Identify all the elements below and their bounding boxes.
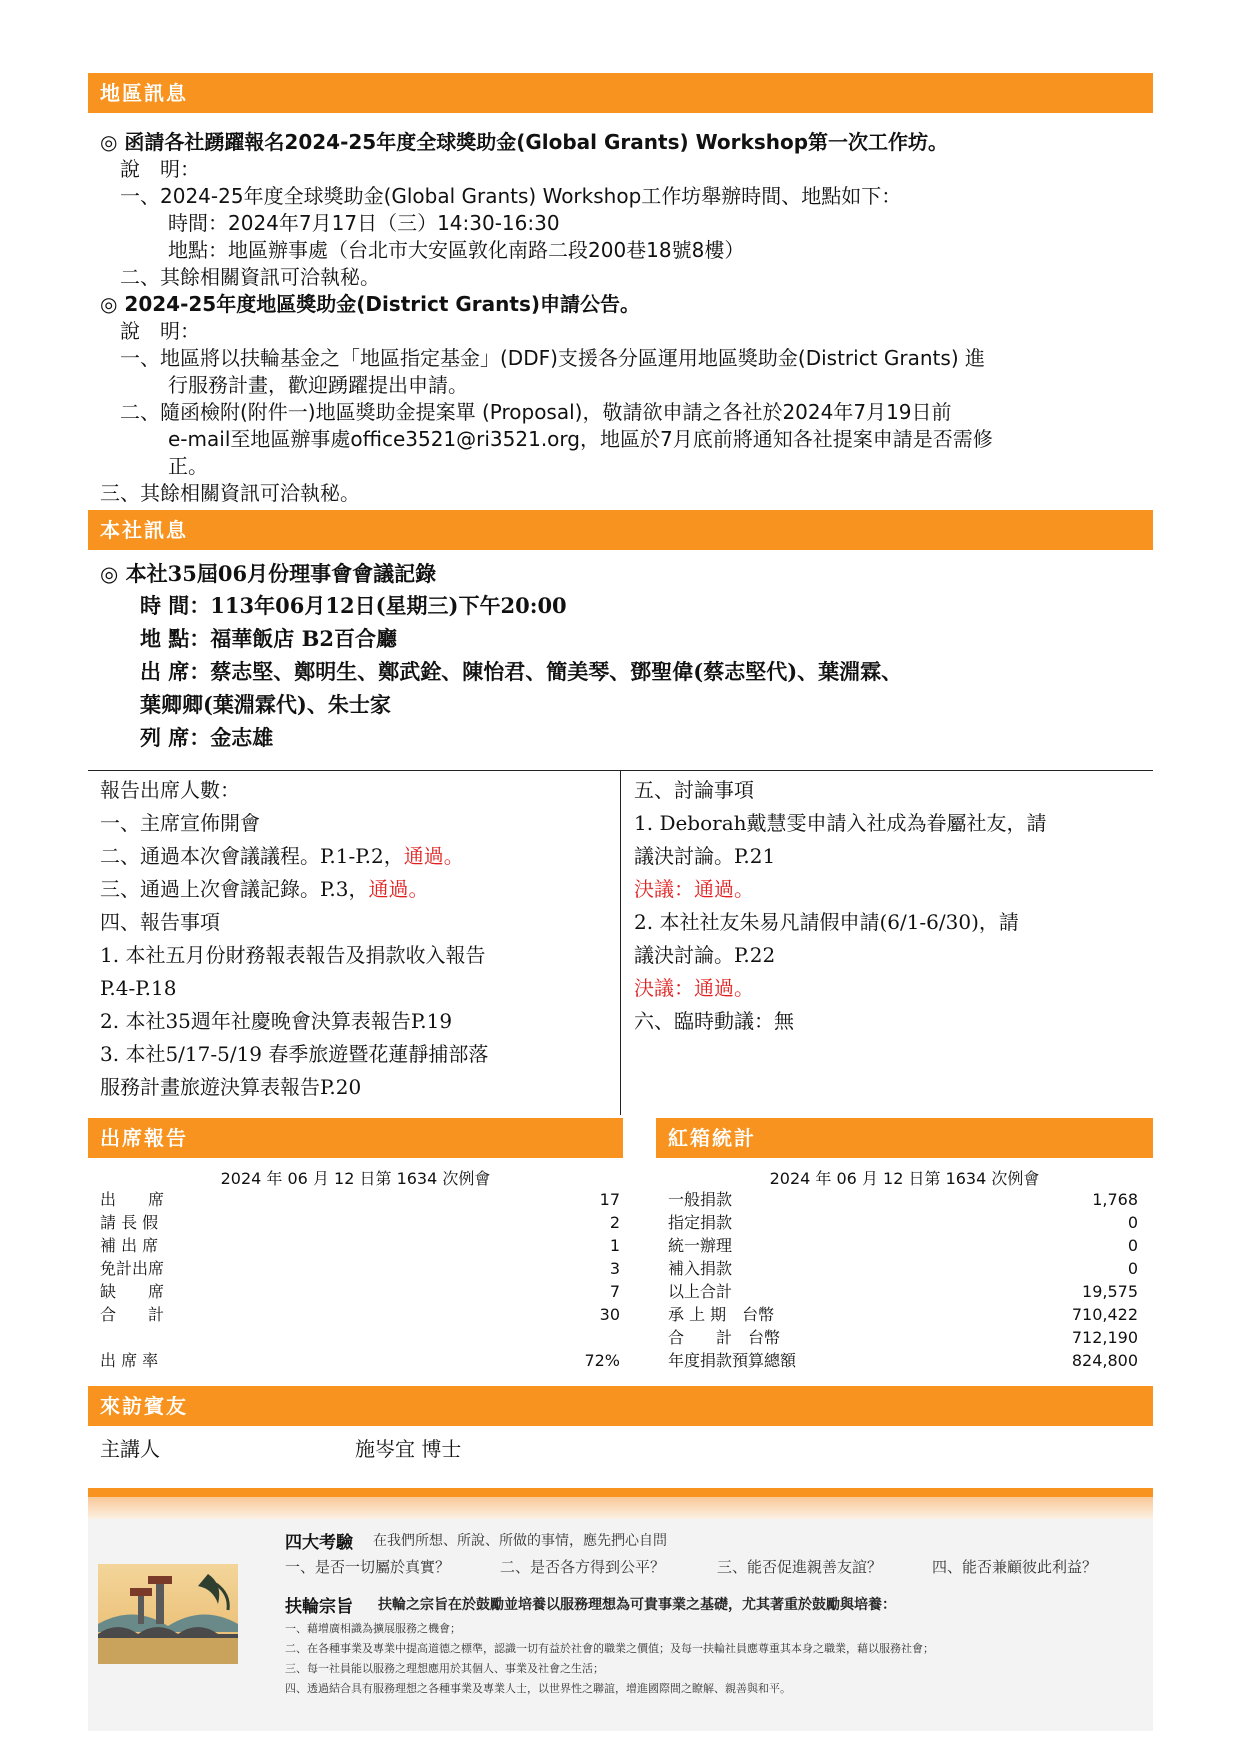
minutes-left-item: 2. 本社35週年社慶晚會決算表報告P.19 [100, 1009, 453, 1033]
four-way-test-4: 四、能否兼顧彼此利益？ [932, 1558, 1098, 1576]
visitors-section-header: 來訪賓友 [88, 1386, 1153, 1426]
district-item2-point2-cont: e-mail至地區辦事處office3521@ri3521.org，地區於7月底前將通知各社提案申請是否需修 [168, 427, 993, 451]
four-way-test-intro: 在我們所想、所說、所做的事情，應先捫心自問 [373, 1533, 667, 1549]
redbox-value: 0 [1127, 1213, 1138, 1232]
district-item2-point2: 二、隨函檢附(附件一)地區獎助金提案單 (Proposal)，敬請欲申請之各社於2024年7月19日前 [120, 400, 952, 424]
minutes-left-item [100, 843, 464, 870]
minutes-right-item: 1. Deborah戴慧雯申請入社成為眷屬社友，請 [634, 811, 1047, 835]
minutes-decision: 決議：通過。 [634, 976, 754, 1000]
minutes-left-item: 3. 本社5/17-5/19 春季旅遊暨花蓮靜捕部落 [100, 1042, 489, 1066]
minutes-left-item [100, 876, 429, 903]
minutes-left-item: P.4-P.18 [100, 976, 177, 1000]
district-item1-point2: 二、其餘相關資訊可洽執秘。 [120, 265, 380, 289]
redbox-section-header: 紅箱統計 [656, 1118, 1153, 1158]
minutes-decision: 決議：通過。 [634, 877, 754, 901]
attendance-label: 免計出席 [100, 1259, 165, 1278]
attendance-table [100, 1188, 620, 1388]
attendance-label: 出 席 [100, 1190, 165, 1209]
redbox-value: 0 [1127, 1236, 1138, 1255]
rotary-purpose-intro: 扶輪之宗旨在於鼓勵並培養以服務理想為可貴事業之基礎，尤其著重於鼓勵與培養： [378, 1597, 896, 1613]
club-section-header: 本社訊息 [88, 510, 1153, 550]
attendance-label: 請 長 假 [100, 1213, 159, 1232]
attendance-meeting-label: 2024 年 06 月 12 日第 1634 次例會 [220, 1169, 491, 1188]
footer-rule [88, 1488, 1153, 1497]
attendance-value: 30 [599, 1305, 620, 1324]
redbox-label: 年度捐款預算總額 [668, 1351, 797, 1370]
district-item2-point1-cont: 行服務計畫，歡迎踴躍提出申請。 [168, 373, 468, 397]
attendance-label: 合 計 [100, 1305, 165, 1324]
minutes-left-item: 一、主席宣佈開會 [100, 811, 260, 835]
redbox-meeting-label: 2024 年 06 月 12 日第 1634 次例會 [769, 1169, 1040, 1188]
district-item1-place: 地點：地區辦事處（台北市大安區敦化南路二段200巷18號8樓） [168, 238, 745, 262]
redbox-label: 承 上 期 台幣 [668, 1305, 775, 1324]
redbox-value: 710,422 [1071, 1305, 1138, 1324]
attendance-value: 7 [609, 1282, 620, 1301]
minutes-left-item: 服務計畫旅遊決算表報告P.20 [100, 1075, 362, 1099]
redbox-label: 合 計 台幣 [668, 1328, 781, 1347]
meeting-title: ◎ 本社35屆06月份理事會會議記錄 [100, 561, 437, 586]
four-way-test-3: 三、能否促進親善友誼？ [717, 1558, 883, 1576]
attendance-label: 補 出 席 [100, 1236, 159, 1255]
attendance-value: 1 [609, 1236, 620, 1255]
attendance-value: 3 [609, 1259, 620, 1278]
district-item1-label: 說 明： [120, 157, 200, 181]
redbox-value: 1,768 [1092, 1190, 1138, 1209]
rotary-purpose-2: 二、在各種事業及專業中提高道德之標準，認識一切有益於社會的職業之價值；及每一扶輪社員應尊重其本身之職業，藉以服務社會； [285, 1642, 934, 1655]
district-item2-title: ◎ 2024-25年度地區獎助金(District Grants)申請公告。 [100, 292, 640, 316]
redbox-value: 19,575 [1082, 1282, 1138, 1301]
redbox-value: 824,800 [1071, 1351, 1138, 1370]
rotary-purpose-4: 四、透過結合具有服務理想之各種事業及專業人士，以世界性之聯誼，增進國際間之瞭解、親善與和平。 [285, 1682, 791, 1695]
district-section-header: 地區訊息 [88, 73, 1153, 113]
district-item2-point2-end: 正。 [168, 454, 208, 478]
rotary-purpose-1: 一、藉增廣相識為擴展服務之機會； [285, 1622, 461, 1635]
minutes-text: 二、通過本次會議議程。P.1-P.2， [100, 844, 404, 868]
district-item2-point3: 三、其餘相關資訊可洽執秘。 [100, 481, 360, 505]
meeting-attendees: 出 席：蔡志堅、鄭明生、鄭武銓、陳怡君、簡美琴、鄧聖偉(蔡志堅代)、葉淵霖、 [140, 659, 903, 684]
four-way-test-1: 一、是否一切屬於真實？ [285, 1558, 451, 1576]
attendance-value: 2 [609, 1213, 620, 1232]
meeting-place: 地 點：福華飯店 B2百合廳 [140, 626, 397, 651]
minutes-approved: 通過。 [403, 844, 464, 868]
redbox-value: 0 [1127, 1259, 1138, 1278]
district-item1-title: ◎ 函請各社踴躍報名2024-25年度全球獎助金(Global Grants) Workshop第一次工作坊。 [100, 130, 949, 154]
minutes-left-item: 四、報告事項 [100, 910, 220, 934]
rotary-purpose-3: 三、每一社員能以服務之理想應用於其個人、事業及社會之生活； [285, 1662, 604, 1675]
four-way-test-2: 二、是否各方得到公平？ [500, 1558, 666, 1576]
minutes-right-item: 議決討論。P.21 [634, 844, 776, 868]
minutes-right-item: 五、討論事項 [634, 778, 754, 802]
redbox-table [668, 1188, 1138, 1388]
footer-panel [88, 1519, 1153, 1731]
district-item2-point1: 一、地區將以扶輪基金之「地區指定基金」(DDF)支援各分區運用地區獎助金(District Grants) 進 [120, 346, 985, 370]
redbox-label: 指定捐款 [668, 1213, 733, 1232]
attendance-value: 17 [599, 1190, 620, 1209]
meeting-time: 時 間：113年06月12日(星期三)下午20:00 [140, 593, 567, 618]
meeting-observer: 列 席：金志雄 [140, 725, 274, 750]
district-item1-time: 時間：2024年7月17日（三）14:30-16:30 [168, 211, 560, 235]
redbox-value: 712,190 [1071, 1328, 1138, 1347]
minutes-text: 三、通過上次會議記錄。P.3， [100, 877, 369, 901]
minutes-right-item: 六、臨時動議：無 [634, 1009, 794, 1033]
attendance-rate-label: 出 席 率 [100, 1351, 159, 1370]
minutes-left-item: 1. 本社五月份財務報表報告及捐款收入報告 [100, 943, 486, 967]
bridge-icon [98, 1564, 238, 1664]
redbox-label: 補入捐款 [668, 1259, 733, 1278]
redbox-label: 以上合計 [668, 1282, 733, 1301]
attendance-label: 缺 席 [100, 1282, 165, 1301]
attendance-section-header: 出席報告 [88, 1118, 623, 1158]
district-item2-label: 說 明： [120, 319, 200, 343]
minutes-table-divider [620, 770, 621, 1115]
visitor-name: 施岑宜 博士 [355, 1437, 462, 1461]
meeting-attendees-cont: 葉卿卿(葉淵霖代)、朱士家 [140, 692, 391, 717]
attendance-rate-value: 72% [584, 1351, 620, 1370]
minutes-left-item: 報告出席人數： [100, 778, 240, 802]
minutes-right-item: 2. 本社社友朱易凡請假申請(6/1-6/30)，請 [634, 910, 1019, 934]
district-item1-point1: 一、2024-25年度全球獎助金(Global Grants) Workshop工作坊舉辦時間、地點如下： [120, 184, 902, 208]
bridge-illustration [98, 1564, 238, 1664]
redbox-label: 一般捐款 [668, 1190, 733, 1209]
redbox-label: 統一辦理 [668, 1236, 733, 1255]
rotary-purpose-title: 扶輪宗旨 [285, 1597, 353, 1617]
footer-gradient [88, 1497, 1153, 1519]
minutes-right-item: 議決討論。P.22 [634, 943, 776, 967]
four-way-test-title: 四大考驗 [285, 1533, 353, 1553]
minutes-approved: 通過。 [368, 877, 429, 901]
visitor-role: 主講人 [100, 1437, 160, 1461]
